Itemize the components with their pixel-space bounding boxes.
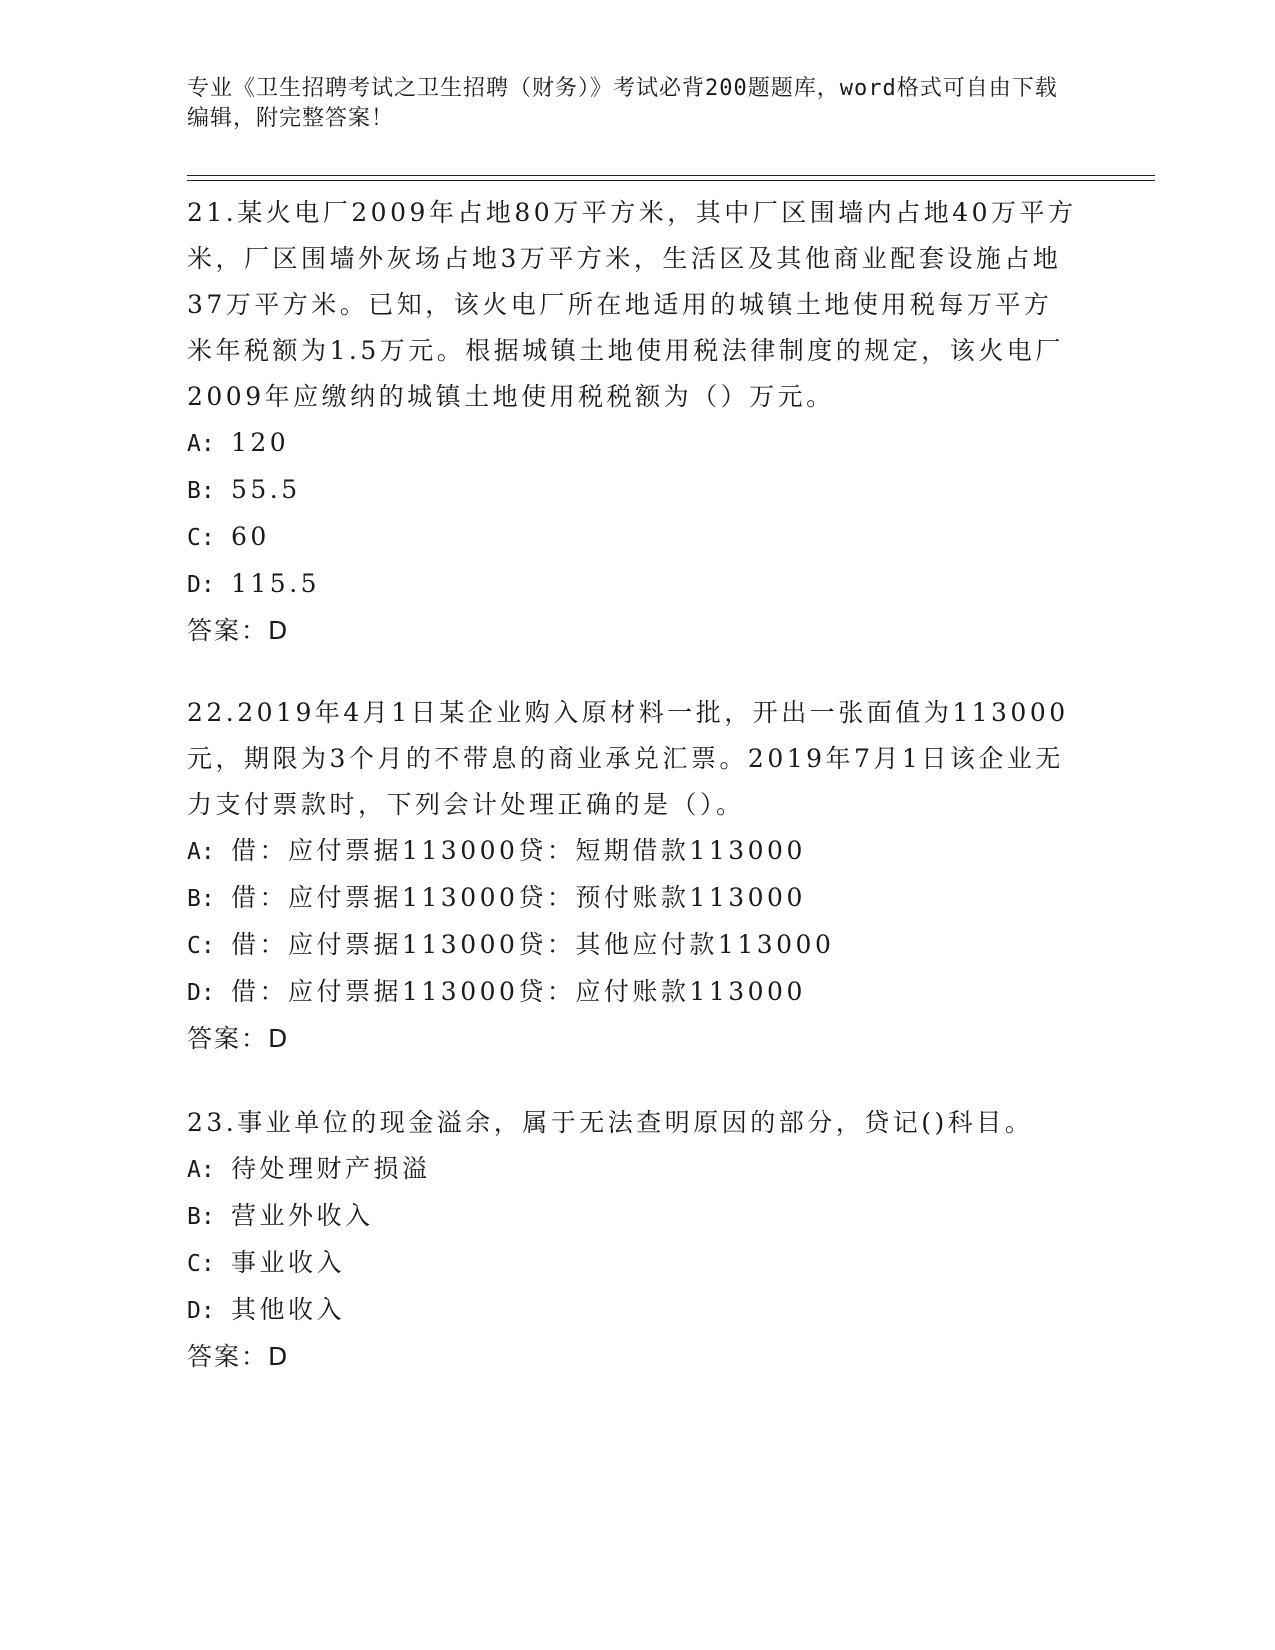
option-text: 借：应付票据113000贷：其他应付款113000 <box>231 930 835 959</box>
question-stem: 22.2019年4月1日某企业购入原材料一批，开出一张面值为113000元，期限为3个月的不带息的商业承兑汇票。2019年7月1日该企业无力支付票款时，下列会计处理正确的是（）。 <box>187 698 1069 819</box>
option-list <box>187 420 1077 608</box>
header-divider-bottom <box>187 180 1155 181</box>
option-key: D: <box>187 980 215 1006</box>
option-key: C: <box>187 1251 215 1277</box>
option-text: 事业收入 <box>231 1248 346 1277</box>
option-key: D: <box>187 1298 215 1324</box>
option-text: 借：应付票据113000贷：应付账款113000 <box>231 977 806 1006</box>
option-list <box>187 1146 1077 1334</box>
option-a <box>187 1146 1077 1193</box>
document-header: 专业《卫生招聘考试之卫生招聘（财务）》考试必背200题题库，word格式可自由下载编辑，附完整答案！ <box>187 76 1058 131</box>
option-c <box>187 922 1077 969</box>
answer-line: 答案：D <box>187 616 290 645</box>
option-b <box>187 467 1077 514</box>
option-key: B: <box>187 1204 215 1230</box>
option-text: 营业外收入 <box>231 1201 374 1230</box>
option-key: A: <box>187 431 215 457</box>
question-stem: 21.某火电厂2009年占地80万平方米，其中厂区围墙内占地40万平方米，厂区围墙外灰场占地3万平方米，生活区及其他商业配套设施占地37万平方米。已知，该火电厂所在地适用的城镇土地使用税每万平方米年税额为1.5万元。根据城镇土地使用税法律制度的规定，该火电厂2009年应缴纳的城镇土地使用税税额为（）万元。 <box>187 198 1077 411</box>
option-key: C: <box>187 525 215 551</box>
option-text: 借：应付票据113000贷：预付账款113000 <box>231 883 806 912</box>
answer-line: 答案：D <box>187 1342 290 1371</box>
option-c <box>187 1240 1077 1287</box>
option-key: B: <box>187 478 215 504</box>
question-21 <box>187 190 1077 654</box>
option-b <box>187 875 1077 922</box>
option-d <box>187 1287 1077 1334</box>
option-key: A: <box>187 839 215 865</box>
option-key: A: <box>187 1157 215 1183</box>
answer-line: 答案：D <box>187 1024 290 1053</box>
option-c <box>187 514 1077 561</box>
option-text: 55.5 <box>231 475 301 504</box>
option-text: 60 <box>231 522 270 551</box>
option-text: 120 <box>231 428 290 457</box>
option-key: C: <box>187 933 215 959</box>
option-text: 其他收入 <box>231 1295 346 1324</box>
option-a <box>187 420 1077 467</box>
option-list <box>187 828 1077 1016</box>
option-b <box>187 1193 1077 1240</box>
option-d <box>187 969 1077 1016</box>
option-key: B: <box>187 886 215 912</box>
option-text: 借：应付票据113000贷：短期借款113000 <box>231 836 806 865</box>
option-text: 115.5 <box>231 569 321 598</box>
option-a <box>187 828 1077 875</box>
header-divider-top <box>187 175 1155 176</box>
option-key: D: <box>187 572 215 598</box>
option-text: 待处理财产损溢 <box>231 1154 431 1183</box>
question-22 <box>187 690 1077 1062</box>
question-23 <box>187 1100 1077 1380</box>
question-stem: 23.事业单位的现金溢余，属于无法查明原因的部分，贷记()科目。 <box>187 1108 1034 1137</box>
option-d <box>187 561 1077 608</box>
